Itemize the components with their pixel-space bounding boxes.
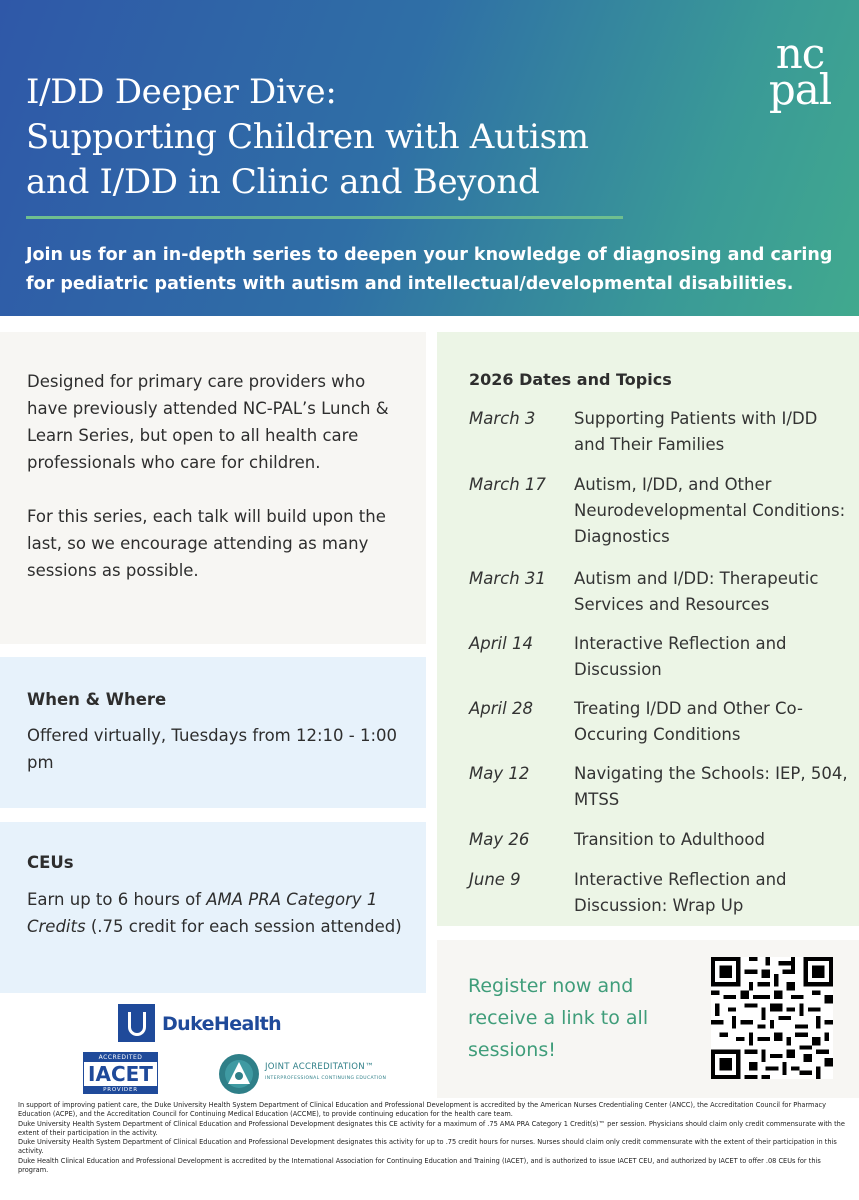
register-cta: Register now and receive a link to all sessions! (468, 975, 649, 1061)
schedule-topic: Autism and I/DD: Therapeutic Services and Resources (574, 569, 819, 614)
joint-accreditation-subtitle: INTERPROFESSIONAL CONTINUING EDUCATION (265, 1076, 387, 1081)
iacet-provider: PROVIDER (84, 1086, 157, 1094)
duke-health-logo (118, 1004, 298, 1044)
logo-line-2: pal (768, 65, 832, 114)
schedule-date: April 28 (469, 699, 533, 718)
intro-paragraph-1: Designed for primary care providers who have previously attended NC-PAL’s Lunch & Learn Series, but open to all health care professionals who care for children. (27, 372, 389, 472)
joint-accreditation-name: JOINT ACCREDITATION™ (265, 1062, 374, 1072)
schedule-date: April 14 (469, 634, 533, 653)
schedule-topic: Navigating the Schools: IEP, 504, MTSS (574, 764, 848, 809)
duke-shield-icon (118, 1004, 155, 1042)
schedule-date: March 3 (469, 409, 536, 428)
intro-text (27, 368, 407, 584)
fineprint-line: Duke University Health System Department of Clinical Education and Professional Development designates this activity for up to .75 credit hours for nurses. Nurses should claim only credit commensurate with the extent of their participation in this activity. (18, 1138, 837, 1156)
schedule-topic: Interactive Reflection and Discussion: Wrap Up (574, 870, 787, 915)
ceus-heading: CEUs (27, 853, 74, 872)
iacet-accredited: ACCREDITED (84, 1053, 157, 1062)
fineprint-line: In support of improving patient care, the Duke University Health System Department of Clinical Education and Professional Development is accredited by the American Nurses Credentialing Center (ANCC), the Accreditation Council for Pharmacy Education (ACPE), and the Accreditation Council for Continuing Medical Education (ACCME), to provide continuing education for the health care team. (18, 1101, 827, 1119)
header-subtitle: Join us for an in-depth series to deepen your knowledge of diagnosing and caring for pediatric patients with autism and intellectual/developmental disabilities. (26, 245, 833, 294)
ceus-body-prefix: Earn up to 6 hours of (27, 890, 207, 909)
page-title (26, 70, 666, 205)
schedule-date: May 26 (469, 830, 530, 849)
schedule-date: March 17 (469, 475, 546, 494)
schedule-topic: Interactive Reflection and Discussion (574, 634, 787, 679)
title-line-3: and I/DD in Clinic and Beyond (26, 162, 540, 202)
joint-accreditation-icon (219, 1054, 259, 1094)
schedule-topic: Transition to Adulthood (574, 830, 765, 849)
fineprint-line: Duke University Health System Department of Clinical Education and Professional Development designates this CE activity for a maximum of .75 AMA PRA Category 1 Credit(s)™ per session. Physicians should claim only credit commensurate with the extent of their participation in the activity. (18, 1119, 845, 1137)
ceus-body-suffix: (.75 credit for each session attended) (85, 917, 402, 936)
schedule-date: May 12 (469, 764, 530, 783)
schedule-date: June 9 (469, 870, 521, 889)
schedule-heading: 2026 Dates and Topics (469, 370, 672, 389)
accreditation-fineprint (18, 1101, 848, 1175)
header-banner (0, 0, 859, 316)
schedule-date: March 31 (469, 569, 546, 588)
joint-accreditation-logo (219, 1054, 409, 1094)
iacet-logo (83, 1052, 158, 1094)
logo-line-1: nc (775, 29, 825, 78)
schedule-topic: Autism, I/DD, and Other Neurodevelopmental Conditions: Diagnostics (574, 475, 846, 546)
ceus-body (27, 886, 407, 940)
fineprint-line: Duke Health Clinical Education and Professional Development is accredited by the International Association for Continuing Education and Training (IACET), and is authorized to issue IACET CEU, and authorized by IACET to offer .08 CEUs for this program. (18, 1156, 821, 1175)
qr-code-icon[interactable] (711, 957, 833, 1079)
intro-paragraph-2: For this series, each talk will build upon the last, so we encourage attending as many sessions as possible. (27, 507, 386, 580)
iacet-name: IACET (88, 1062, 153, 1086)
when-where-body: Offered virtually, Tuesdays from 12:10 - 1:00 pm (27, 726, 398, 772)
title-line-1: I/DD Deeper Dive: (26, 72, 337, 112)
ncpal-logo (760, 29, 840, 114)
duke-health-wordmark: DukeHealth (162, 1013, 282, 1035)
schedule-topic: Supporting Patients with I/DD and Their Families (574, 409, 818, 454)
when-where-heading: When & Where (27, 690, 167, 709)
title-line-2: Supporting Children with Autism (26, 117, 589, 157)
title-divider (26, 216, 623, 219)
ceus-body-italic: AMA PRA Category 1 Credits (27, 890, 378, 936)
schedule-topic: Treating I/DD and Other Co-Occuring Conditions (574, 699, 803, 744)
